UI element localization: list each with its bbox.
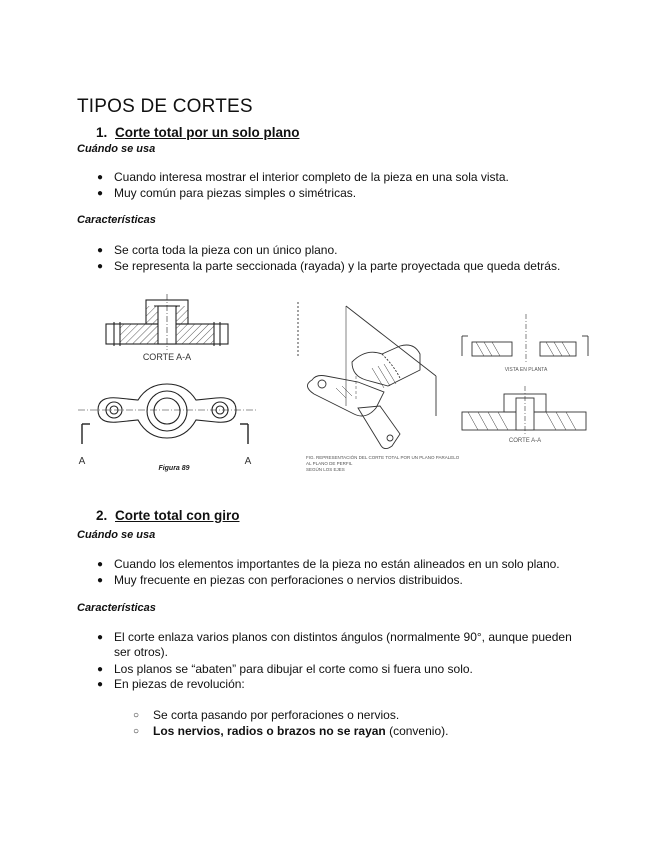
figure-2-drawing <box>296 296 596 478</box>
hollow-bullet-icon: ○ <box>133 710 140 721</box>
section-1-when-label: Cuándo se usa <box>77 143 156 155</box>
sub-list-item <box>133 708 400 723</box>
section-2-features-label: Características <box>77 602 156 614</box>
section-2-number: 2. <box>96 508 108 523</box>
list-item <box>97 573 463 588</box>
corte-section-view <box>106 294 228 350</box>
bullet-icon: ● <box>97 559 104 570</box>
section-1-title: Corte total por un solo plano <box>115 125 300 140</box>
section-2-title: Corte total con giro <box>115 508 240 523</box>
figure-2-corte-label: CORTE A-A <box>508 438 542 444</box>
figure-1-corte-label: CORTE A-A <box>142 352 192 362</box>
list-item <box>97 630 572 645</box>
list-item <box>97 259 561 274</box>
list-item-text: Se corta toda la pieza con un único plano. <box>114 243 338 257</box>
sub-list-item-text: Se corta pasando por perforaciones o nervios. <box>153 708 400 722</box>
hollow-bullet-icon: ○ <box>133 726 140 737</box>
right-section-views <box>462 314 588 436</box>
list-item-text: ser otros). <box>114 645 169 659</box>
section-1-features-label: Características <box>77 214 156 226</box>
figure-1-drawing <box>78 292 268 478</box>
section-2-heading <box>96 508 240 523</box>
figure-2-view-label: VISTA EN PLANTA <box>504 367 548 373</box>
section-marker-right: A <box>244 456 252 467</box>
bullet-icon: ● <box>97 632 104 643</box>
list-item <box>97 662 473 677</box>
list-item-text: El corte enlaza varios planos con distintos ángulos (normalmente 90°, aunque pueden <box>114 630 572 644</box>
list-item <box>97 170 509 185</box>
plan-view <box>78 384 256 444</box>
figure-1-caption: Figura 89 <box>158 465 190 472</box>
list-item <box>97 243 338 258</box>
sub-list-item-text: (convenio). <box>385 724 449 738</box>
list-item-text: En piezas de revolución: <box>114 677 245 691</box>
bullet-icon: ● <box>97 261 104 272</box>
list-item <box>97 186 357 201</box>
section-marker-left: A <box>78 456 86 467</box>
list-item <box>97 677 245 692</box>
list-item-text: Los planos se “abaten” para dibujar el corte como si fuera uno solo. <box>114 662 473 676</box>
figure-2-caption-line: SEGÚN LOS EJES <box>306 467 345 472</box>
bullet-icon: ● <box>97 664 104 675</box>
section-2-when-label: Cuándo se usa <box>77 529 156 541</box>
isometric-view <box>298 302 436 449</box>
section-1-number: 1. <box>96 125 108 140</box>
bullet-icon: ● <box>97 679 104 690</box>
bullet-icon: ● <box>97 245 104 256</box>
list-item-text: Muy frecuente en piezas con perforaciones o nervios distribuidos. <box>114 573 463 587</box>
sub-list-item <box>133 724 449 739</box>
sub-list-item-bold-text: Los nervios, radios o brazos no se rayan <box>153 724 386 738</box>
figure-2-caption-line: FIG. REPRESENTACIÓN DEL CORTE TOTAL POR UN PLANO PARALELO <box>306 455 460 460</box>
list-item-text: Se representa la parte seccionada (rayada) y la parte proyectada que queda detrás. <box>114 259 561 273</box>
list-item-continuation <box>114 645 168 660</box>
list-item-text: Cuando los elementos importantes de la pieza no están alineados en un solo plano. <box>114 557 560 571</box>
bullet-icon: ● <box>97 172 104 183</box>
bullet-icon: ● <box>97 575 104 586</box>
list-item-text: Cuando interesa mostrar el interior completo de la pieza en una sola vista. <box>114 170 509 184</box>
list-item <box>97 557 560 572</box>
list-item-text: Muy común para piezas simples o simétricas. <box>114 186 357 200</box>
figure-2-caption-line: AL PLANO DE PERFIL <box>306 461 353 466</box>
section-1-heading <box>96 125 300 140</box>
page-title: TIPOS DE CORTES <box>77 96 253 117</box>
bullet-icon: ● <box>97 188 104 199</box>
